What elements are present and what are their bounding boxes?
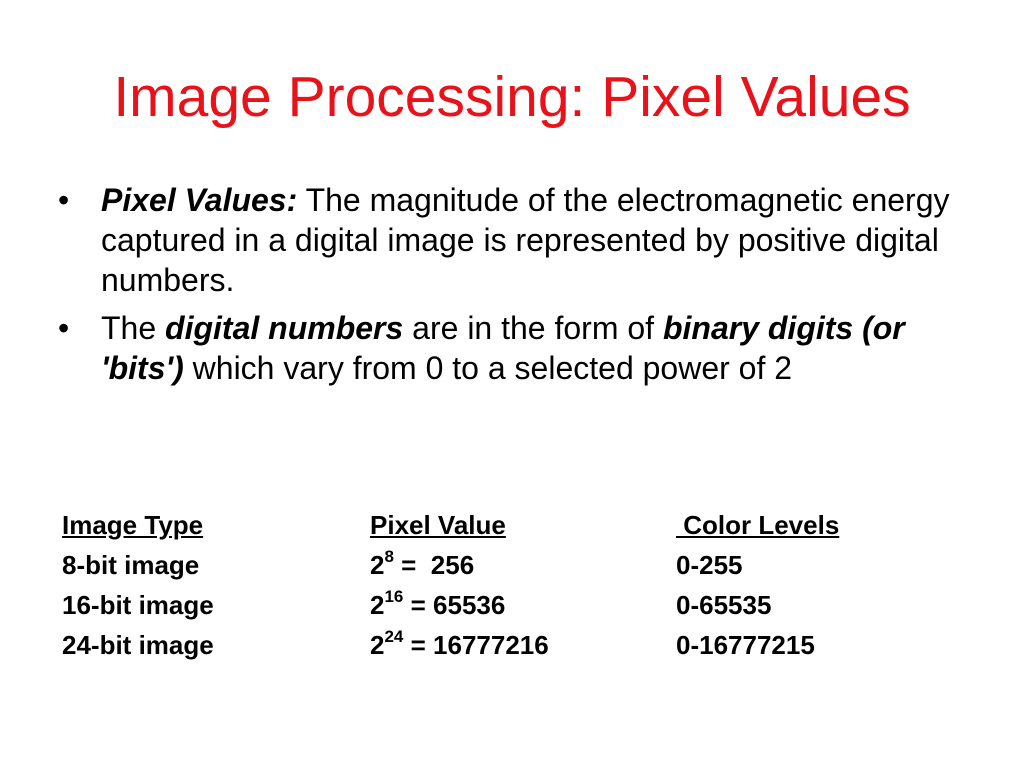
cell-image-type: 24-bit image (62, 630, 214, 660)
header-color-levels: Color Levels (676, 510, 840, 540)
power-result: = 65536 (403, 590, 506, 620)
power-exponent: 24 (384, 627, 404, 646)
bullet-pixel-values (58, 180, 958, 300)
bullet-term-binary-digits: binary digits (or 'bits') (101, 310, 905, 386)
bullet-term-digital-numbers: digital numbers (165, 310, 404, 346)
power-base: 2 (370, 630, 385, 660)
cell-image-type: 8-bit image (62, 550, 200, 580)
bullet-text: The magnitude of the electromagnetic energy captured in a digital image is represented by positive digital numbers. (101, 182, 950, 298)
bullet-term: Pixel Values: (101, 182, 298, 218)
power-exponent: 16 (384, 587, 404, 606)
power-result: = 256 (393, 550, 475, 580)
bullet-prefix: The (101, 310, 166, 346)
bullet-marker: • (58, 310, 70, 346)
cell-image-type: 16-bit image (62, 590, 214, 620)
slide-title: Image Processing: Pixel Values (113, 65, 911, 129)
cell-color-levels: 0-255 (676, 550, 743, 580)
cell-pixel-value (370, 548, 474, 582)
cell-pixel-value (370, 588, 505, 622)
table-row (62, 546, 902, 586)
header-image-type: Image Type (62, 510, 204, 540)
bullet-list (58, 180, 958, 396)
power-result: = 16777216 (403, 630, 549, 660)
pixel-value-table (62, 506, 902, 666)
cell-color-levels: 0-65535 (676, 590, 772, 620)
power-exponent: 8 (384, 547, 394, 566)
bullet-digital-numbers (58, 308, 958, 388)
bullet-middle: are in the form of (403, 310, 663, 346)
power-base: 2 (370, 550, 385, 580)
cell-color-levels: 0-16777215 (676, 630, 815, 660)
table-row (62, 626, 902, 666)
table-header-row (62, 506, 902, 546)
power-base: 2 (370, 590, 385, 620)
bullet-suffix: which vary from 0 to a selected power of 2 (183, 350, 793, 386)
bullet-marker: • (58, 182, 70, 218)
table-row (62, 586, 902, 626)
cell-pixel-value (370, 628, 549, 662)
header-pixel-value: Pixel Value (370, 510, 506, 540)
